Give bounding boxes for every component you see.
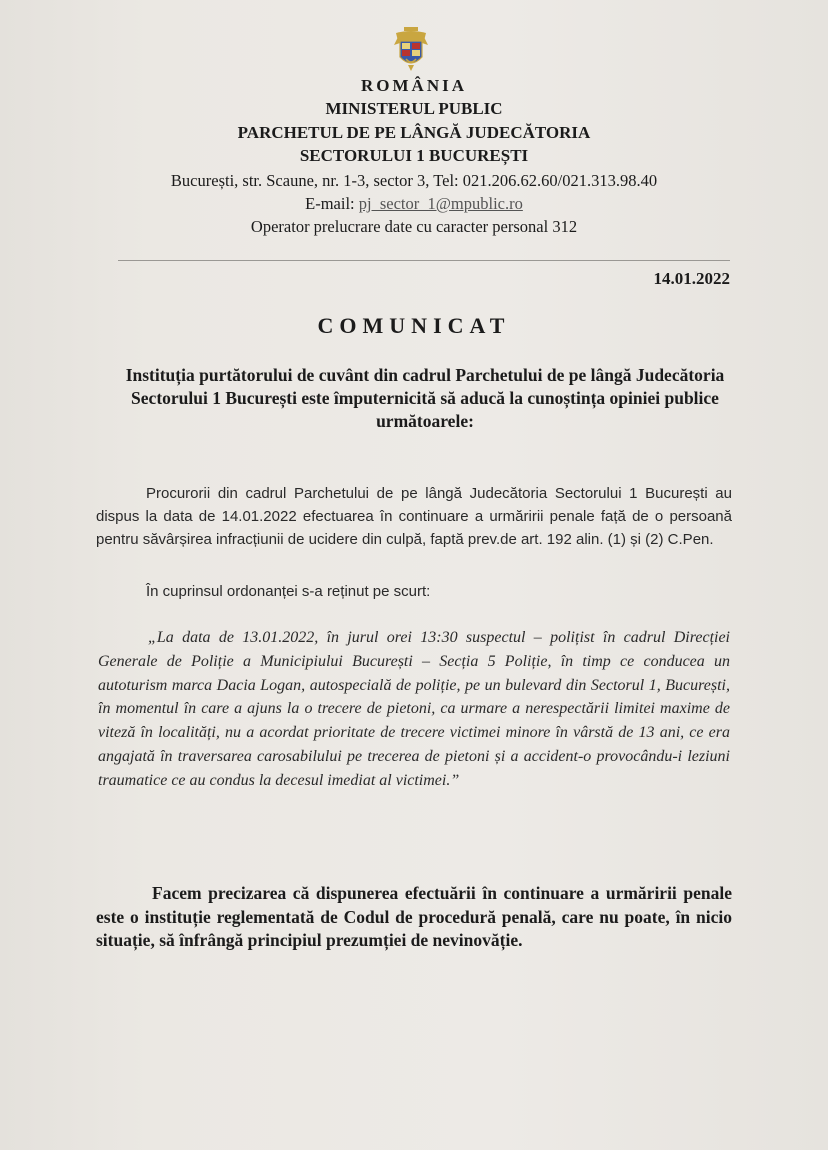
header-divider: [118, 260, 730, 261]
ministry-name: MINISTERUL PUBLIC: [325, 99, 503, 118]
intro-paragraph: Instituția purtătorului de cuvânt din cadrul Parchetului de pe lângă Judecătoria Sectorului 1 București este împuternicită să aducă la cunoștința opiniei publice următoarele:: [125, 365, 725, 431]
office-address: București, str. Scaune, nr. 1-3, sector 3, Tel: 021.206.62.60/021.313.98.40: [170, 171, 658, 190]
country-name: ROMÂNIA: [361, 76, 467, 95]
body-paragraph-1: Procurorii din cadrul Parchetului de pe lângă Judecătoria Sectorului 1 București au dispus la data de 14.01.2022 efectuarea în continuare a urmăririi penale față de o persoană pentru săvârșirea infracțiunii de ucidere din culpă, faptă prev.de art. 192 alin. (1) și (2) C.Pen.: [96, 485, 732, 548]
ordinance-quote: „La data de 13.01.2022, în jurul orei 13:30 suspectul – polițist în cadrul Direcției Generale de Poliție a Municipiului București – Secția 5 Poliție, în timp ce conducea un autoturism marca Dacia Logan, autospecială de poliție, pe un bulevard din Sectorul 1, București, în momentul în care a ajuns la o trecere de pietoni, ca urmare a nerespectării limitei maxime de viteză în localități, nu a acordat prioritate de trecere victimei minore în vârstă de 13 ani, ce era angajată în traversarea carosabilului pe trecerea de pietoni și a accident-o provocându-i leziuni traumatice ce au condus la decesul imediat al victimei.”: [98, 629, 730, 789]
closing-paragraph: Facem precizarea că dispunerea efectuării în continuare a urmăririi penale este o instituție reglementată de Codul de procedură penală, care nu poate, în nicio situație, să înfrângă principiul prezumției de nevinovăție.: [96, 883, 732, 950]
email-link[interactable]: pj_sector_1@mpublic.ro: [358, 194, 523, 213]
office-name-line2: SECTORULUI 1 BUCUREȘTI: [299, 146, 529, 165]
body-paragraph-2: În cuprinsul ordonanței s-a reținut pe scurt:: [146, 583, 431, 600]
document-title: COMUNICAT: [317, 313, 511, 338]
email-label: E-mail:: [305, 194, 355, 213]
office-name-line1: PARCHETUL DE PE LÂNGĂ JUDECĂTORIA: [237, 123, 591, 142]
document-date: 14.01.2022: [653, 269, 730, 288]
data-operator-line: Operator prelucrare date cu caracter personal 312: [250, 217, 578, 236]
email-line: [0, 194, 828, 214]
coat-of-arms-icon: [394, 27, 428, 71]
